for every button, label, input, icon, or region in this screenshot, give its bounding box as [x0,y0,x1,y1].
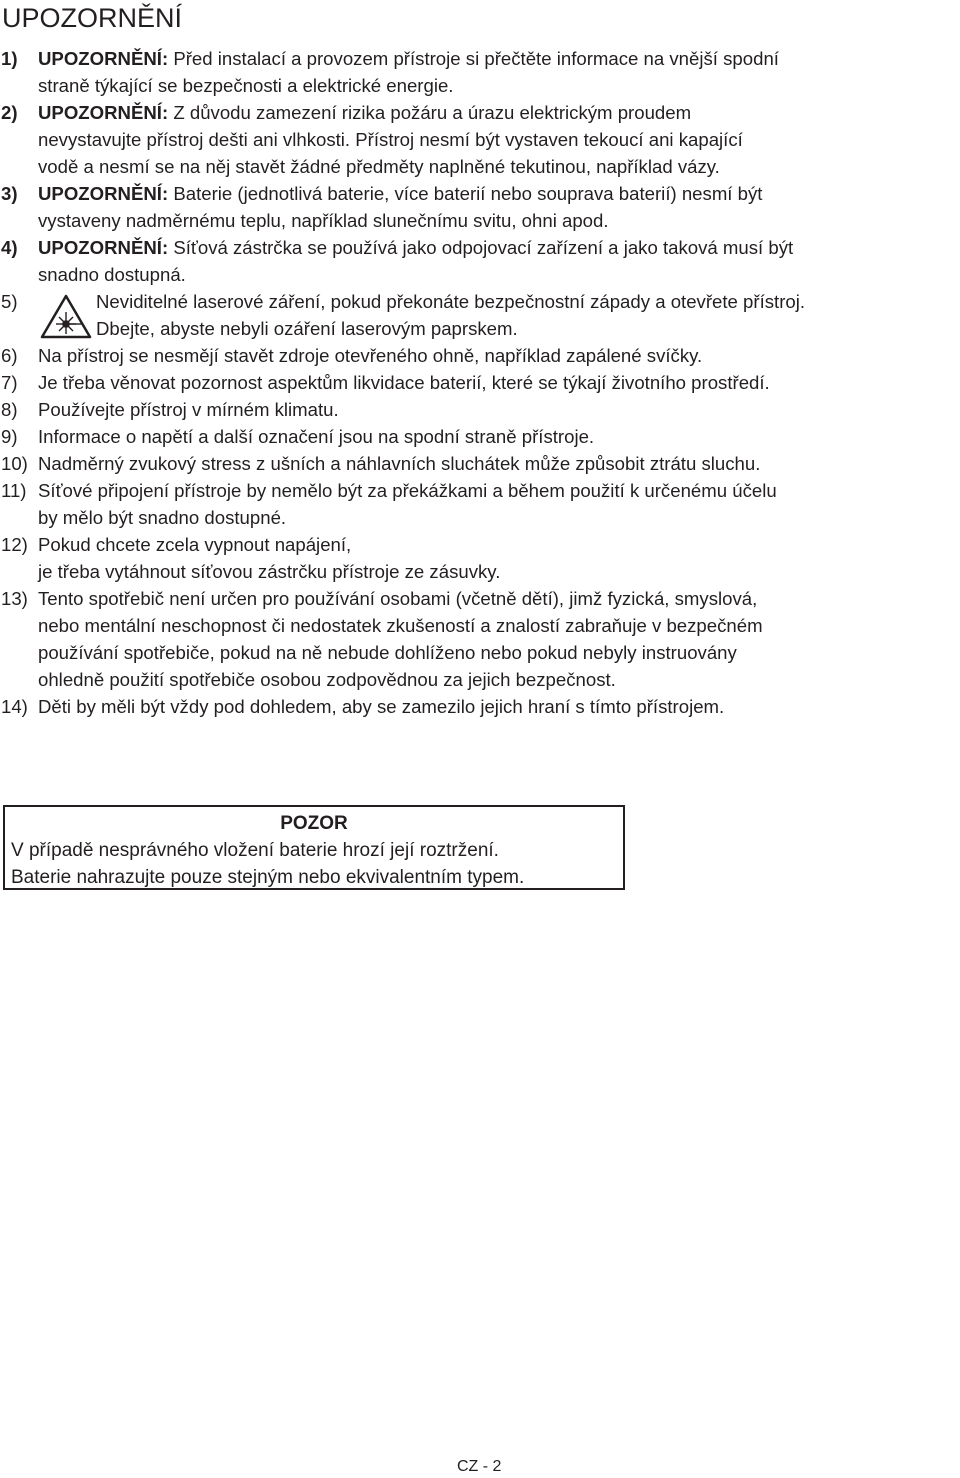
item-line: vystaveny nadměrnému teplu, například slunečnímu svitu, ohni apod. [38,210,609,231]
list-item-13 [0,585,960,693]
item-line: Dbejte, abyste nebyli ozáření laserovým paprskem. [96,318,518,339]
item-line: UPOZORNĚNÍ: Baterie (jednotlivá baterie, více baterií nebo souprava baterií) nesmí být [38,183,763,204]
item-line: Informace o napětí a další označení jsou na spodní straně přístroje. [38,426,595,447]
warning-label: UPOZORNĚNÍ: [38,48,169,69]
caution-line: Baterie nahrazujte pouze stejným nebo ekvivalentním typem. [11,867,525,888]
list-item-12 [0,531,960,585]
list-item-6 [0,342,960,369]
item-number: 4) [1,237,18,258]
list-item-9 [0,423,960,450]
caution-box [3,805,625,890]
list-item-14 [0,693,960,720]
item-number: 3) [1,183,18,204]
item-line: ohledně použití spotřebiče osobou zodpovědnou za jejich bezpečnost. [38,669,616,690]
list-item-2 [0,99,960,180]
warning-label: UPOZORNĚNÍ: [38,237,169,258]
list-item-4 [0,234,960,288]
item-line: Nadměrný zvukový stress z ušních a náhlavních sluchátek může způsobit ztrátu sluchu. [38,453,761,474]
list-item-11 [0,477,960,531]
item-line: Děti by měli být vždy pod dohledem, aby se zamezilo jejich hraní s tímto přístrojem. [38,696,725,717]
item-number: 5) [1,291,18,312]
item-number: 14) [1,696,28,717]
item-line: Používejte přístroj v mírném klimatu. [38,399,339,420]
item-number: 12) [1,534,28,555]
page-title: UPOZORNĚNÍ [2,3,183,33]
caution-title: POZOR [280,813,348,834]
warning-list [0,45,960,720]
item-number: 2) [1,102,18,123]
item-number: 10) [1,453,28,474]
item-line: Síťové připojení přístroje by nemělo být za překážkami a během použití k určenému účelu [38,480,777,501]
item-line: používání spotřebiče, pokud na ně nebude dohlíženo nebo pokud nebyly instruovány [38,642,737,663]
item-line: nebo mentální neschopnost či nedostatek zkušeností a znalostí zabraňuje v bezpečném [38,615,763,636]
item-number: 13) [1,588,28,609]
item-line: Pokud chcete zcela vypnout napájení, [38,534,352,555]
item-number: 7) [1,372,18,393]
item-line: by mělo být snadno dostupné. [38,507,287,528]
item-line: vodě a nesmí se na něj stavět žádné předměty naplněné tekutinou, například vázy. [38,156,720,177]
list-item-1 [0,45,960,99]
item-number: 11) [1,480,27,501]
item-line: Tento spotřebič není určen pro používání osobami (včetně dětí), jimž fyzická, smyslová, [38,588,758,609]
item-line: Je třeba věnovat pozornost aspektům likvidace baterií, které se týkají životního prostředí. [38,372,770,393]
item-line: Na přístroj se nesmějí stavět zdroje otevřeného ohně, například zapálené svíčky. [38,345,703,366]
item-line: UPOZORNĚNÍ: Síťová zástrčka se používá jako odpojovací zařízení a jako taková musí být [38,237,794,258]
caution-line: V případě nesprávného vložení baterie hrozí její roztržení. [11,840,499,861]
item-line: straně týkající se bezpečnosti a elektrické energie. [38,75,454,96]
item-line: UPOZORNĚNÍ: Před instalací a provozem přístroje si přečtěte informace na vnější spodní [38,48,779,69]
item-line: UPOZORNĚNÍ: Z důvodu zamezení rizika požáru a úrazu elektrickým proudem [38,102,692,123]
list-item-8 [0,396,960,423]
item-number: 8) [1,399,18,420]
item-line: snadno dostupná. [38,264,186,285]
item-line: je třeba vytáhnout síťovou zástrčku přístroje ze zásuvky. [38,561,501,582]
warning-label: UPOZORNĚNÍ: [38,102,169,123]
laser-warning-icon [40,294,92,339]
page-number: CZ - 2 [457,1458,502,1475]
item-number: 6) [1,345,18,366]
item-line: Neviditelné laserové záření, pokud překonáte bezpečnostní západy a otevřete přístroj. [96,291,806,312]
item-number: 1) [1,48,18,69]
list-item-3 [0,180,960,234]
list-item-10 [0,450,960,477]
list-item-7 [0,369,960,396]
list-item-5 [0,288,960,342]
item-number: 9) [1,426,18,447]
warning-label: UPOZORNĚNÍ: [38,183,169,204]
item-line: nevystavujte přístroj dešti ani vlhkosti. Přístroj nesmí být vystaven tekoucí ani kapající [38,129,743,150]
